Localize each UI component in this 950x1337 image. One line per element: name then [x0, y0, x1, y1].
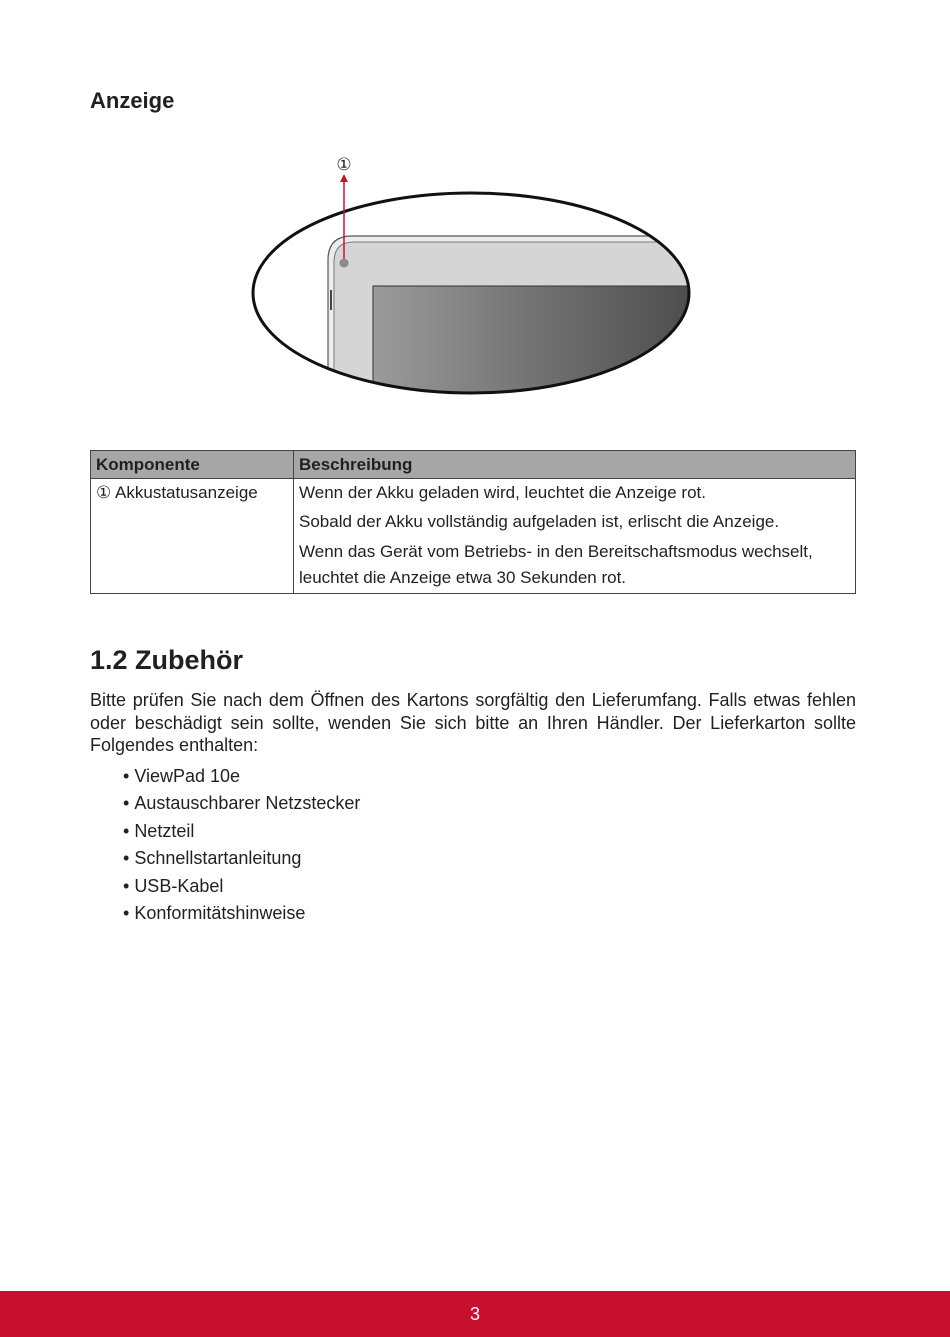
component-table: [90, 450, 856, 594]
header-description: Beschreibung: [294, 451, 856, 479]
page-footer: [0, 1291, 950, 1337]
callout-number: ①: [336, 155, 352, 175]
list-item: • Konformitätshinweise: [123, 903, 306, 924]
page-number: 3: [469, 1304, 480, 1324]
tablet-indicator-illustration: [250, 150, 700, 400]
description-line: Sobald der Akku vollständig aufgeladen ist, erlischt die Anzeige.: [299, 512, 780, 531]
list-item-text: Schnellstartanleitung: [134, 848, 302, 869]
list-item-text: ViewPad 10e: [134, 766, 241, 786]
list-item: • Netzteil: [123, 820, 195, 841]
list-item-text: Konformitätshinweise: [134, 903, 306, 924]
section-title: Anzeige: [90, 88, 175, 113]
list-item: • Austauschbarer Netzstecker: [123, 793, 361, 814]
description-line: Wenn der Akku geladen wird, leuchtet die Anzeige rot.: [299, 483, 706, 502]
component-name: ① Akkustatusanzeige: [91, 479, 294, 594]
accessories-intro: Bitte prüfen Sie nach dem Öffnen des Kartons sorgfältig den Lieferumfang. Falls etwas fehlen oder beschädigt sein sollte, wenden Sie sich bitte an Ihren Händler. Der Lieferkarton sollte Folgendes enthalten:: [90, 690, 856, 755]
list-item: • Schnellstartanleitung: [123, 848, 302, 869]
list-item-text: Austauschbarer Netzstecker: [134, 793, 361, 814]
list-item: • USB-Kabel: [123, 875, 224, 896]
header-component: Komponente: [91, 451, 294, 479]
description-line: Wenn das Gerät vom Betriebs- in den Bereitschaftsmodus wechselt, leuchtet die Anzeige etwa 30 Sekunden rot.: [299, 542, 813, 587]
accessories-list: [123, 763, 360, 927]
list-item: • ViewPad 10e: [123, 766, 241, 786]
description-cell: [294, 479, 856, 594]
accessories-heading: 1.2 Zubehör: [90, 645, 244, 675]
list-item-text: USB-Kabel: [134, 875, 224, 896]
list-item-text: Netzteil: [134, 820, 195, 841]
